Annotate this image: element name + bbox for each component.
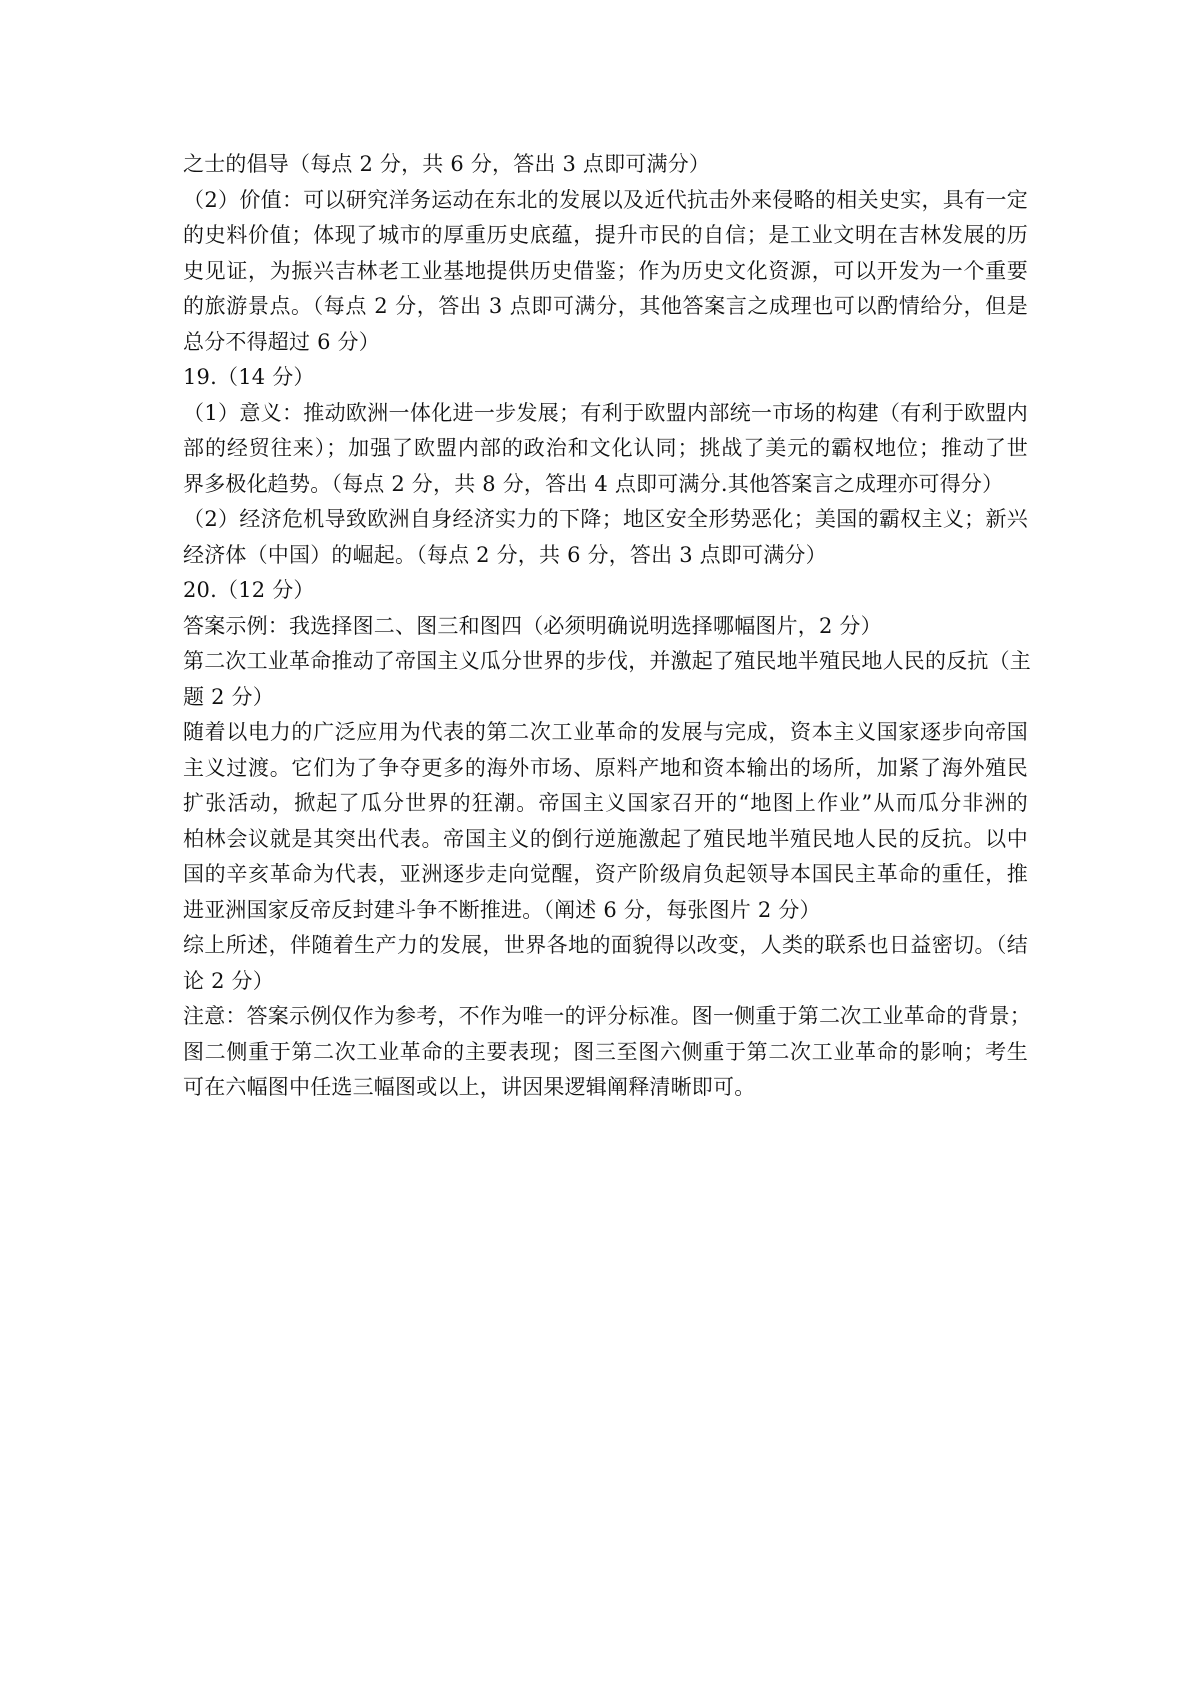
text-line: 综上所述，伴随着生产力的发展，世界各地的面貌得以改变，人类的联系也日益密切。（结 <box>183 933 1028 957</box>
text-line: 的史料价值；体现了城市的厚重历史底蕴，提升市民的自信；是工业文明在吉林发展的历 <box>183 223 1028 247</box>
text-line: 的旅游景点。（每点 2 分，答出 3 点即可满分，其他答案言之成理也可以酌情给分，但是 <box>183 294 1028 318</box>
text-line: 国的辛亥革命为代表，亚洲逐步走向觉醒，资产阶级肩负起领导本国民主革命的重任，推 <box>183 862 1028 886</box>
text-line: 答案示例：我选择图二、图三和图四（必须明确说明选择哪幅图片，2 分） <box>183 613 882 638</box>
text-line: （2）价值：可以研究洋务运动在东北的发展以及近代抗击外来侵略的相关史实，具有一定 <box>183 187 1028 212</box>
question-number: 19.（14 分） <box>183 365 315 389</box>
text-line: 总分不得超过 6 分） <box>183 329 380 354</box>
text-line: 论 2 分） <box>183 968 274 993</box>
text-line: 经济体（中国）的崛起。（每点 2 分，共 6 分，答出 3 点即可满分） <box>183 542 827 567</box>
text-line: 注意：答案示例仅作为参考，不作为唯一的评分标准。图一侧重于第二次工业革命的背景； <box>183 1004 1031 1028</box>
text-line: 史见证，为振兴吉林老工业基地提供历史借鉴；作为历史文化资源，可以开发为一个重要 <box>183 258 1028 283</box>
text-line: 随着以电力的广泛应用为代表的第二次工业革命的发展与完成，资本主义国家逐步向帝国 <box>183 720 1028 744</box>
text-line: 部的经贸往来）；加强了欧盟内部的政治和文化认同；挑战了美元的霸权地位；推动了世 <box>183 436 1028 460</box>
text-line: （2）经济危机导致欧洲自身经济实力的下降；地区安全形势恶化；美国的霸权主义；新兴 <box>183 507 1028 531</box>
text-line: 主义过渡。它们为了争夺更多的海外市场、原料产地和资本输出的场所，加紧了海外殖民 <box>183 755 1028 780</box>
text-line: 进亚洲国家反帝反封建斗争不断推进。（阐述 6 分，每张图片 2 分） <box>183 897 821 922</box>
text-line: 题 2 分） <box>183 684 274 709</box>
answer-key-text <box>183 147 1031 1106</box>
text-line: （1）意义：推动欧洲一体化进一步发展；有利于欧盟内部统一市场的构建（有利于欧盟内 <box>183 400 1028 425</box>
text-line: 界多极化趋势。（每点 2 分，共 8 分，答出 4 点即可满分.其他答案言之成理亦可得分） <box>183 471 1004 496</box>
text-line: 第二次工业革命推动了帝国主义瓜分世界的步伐，并激起了殖民地半殖民地人民的反抗（主 <box>183 649 1031 673</box>
text-line: 扩张活动，掀起了瓜分世界的狂潮。帝国主义国家召开的“地图上作业”从而瓜分非洲的 <box>183 791 1028 815</box>
question-number: 20.（12 分） <box>183 578 315 602</box>
text-line: 柏林会议就是其突出代表。帝国主义的倒行逆施激起了殖民地半殖民地人民的反抗。以中 <box>183 826 1028 851</box>
text-line: 可在六幅图中任选三幅图或以上，讲因果逻辑阐释清晰即可。 <box>183 1075 756 1099</box>
text-line: 之士的倡导（每点 2 分，共 6 分，答出 3 点即可满分） <box>183 152 711 176</box>
text-line: 图二侧重于第二次工业革命的主要表现；图三至图六侧重于第二次工业革命的影响；考生 <box>183 1039 1028 1064</box>
